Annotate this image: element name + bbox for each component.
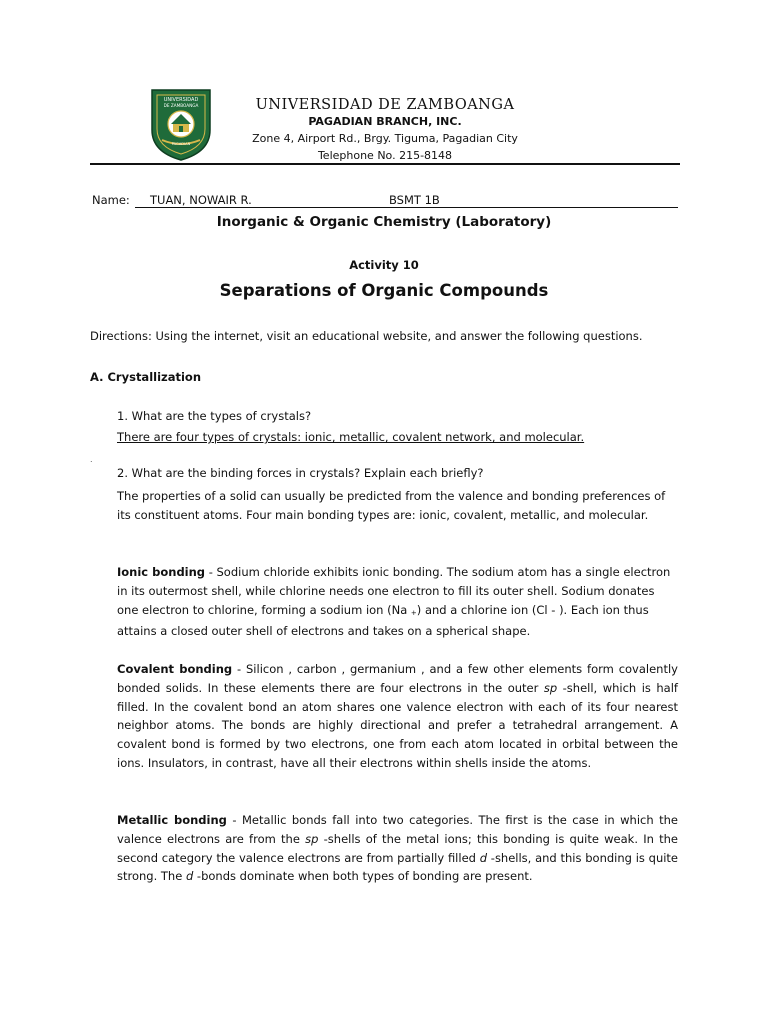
address: Zone 4, Airport Rd., Brgy. Tiguma, Pagadian City [252, 132, 518, 145]
name-label: Name: [92, 193, 130, 207]
metallic-text-3: -shells, and this bonding is quite strong. The [117, 850, 679, 884]
branch-name: PAGADIAN BRANCH, INC. [308, 115, 462, 128]
covalent-bonding-paragraph [117, 660, 678, 773]
section-heading-crystallization: A. Crystallization [90, 370, 202, 384]
student-info-line [92, 193, 678, 209]
covalent-heading: Covalent bonding [117, 662, 233, 676]
covalent-sp: sp [543, 680, 558, 695]
header-divider [90, 163, 680, 165]
course-title: Inorganic & Organic Chemistry (Laboratory) [216, 214, 552, 230]
logo-text-bottom: PAGADIAN [171, 142, 191, 146]
answer-2-intro: The properties of a solid can usually be predicted from the valence and bonding preferences of its constituent atoms. Four main bonding types are: ionic, covalent, metallic, and molecular. [117, 489, 666, 522]
metallic-d-2: d [185, 869, 194, 884]
covalent-text-1: - Silicon , carbon , germanium , and a few other elements form covalently bonded solids. In these elements there are four electrons in the outer [117, 662, 678, 695]
metallic-text-2: -shells of the metal ions; this bonding is quite weak. In the second category the valence electrons are from partially filled [117, 831, 678, 865]
ionic-text-2: ) and a chlorine ion (Cl - ). Each ion thus attains a closed outer shell of electrons and takes on a spherical shape. [117, 602, 649, 639]
question-1: 1. What are the types of crystals? [117, 409, 312, 423]
ionic-text-1: - Sodium chloride exhibits ionic bonding. The sodium atom has a single electron in its outermost shell, while chlorine needs one electron to fill its outer shell. Sodium donates one electron to chlorine, forming a sodium ion (Na [117, 565, 671, 617]
logo-text-mid: DE ZAMBOANGA [163, 103, 199, 108]
student-section: BSMT 1B [389, 193, 440, 207]
answer-1: There are four types of crystals: ionic, metallic, covalent network, and molecular. [117, 430, 585, 444]
ionic-heading: Ionic bonding [117, 565, 206, 579]
metallic-sp: sp [305, 831, 319, 846]
university-seal-logo [148, 86, 214, 162]
metallic-bonding-paragraph [117, 811, 678, 886]
stray-dot: . [90, 455, 93, 464]
activity-title: Separations of Organic Compounds [219, 281, 549, 300]
metallic-text-1: - Metallic bonds fall into two categories. The first is the case in which the valence electrons are from the [117, 813, 678, 846]
activity-number: Activity 10 [349, 258, 419, 272]
metallic-d-1: d [479, 850, 488, 865]
letterhead [225, 96, 545, 164]
covalent-text-2: -shell, which is half filled. In the covalent bond an atom shares one valence electron with each of its four nearest neighbor atoms. The bonds are highly directional and prefer a tetrahedral arrangement. A covalent bond is formed by two electrons, one from each atom located in orbital between the ions. Insulators, in contrast, have all their electrons within shells inside the atoms. [117, 680, 678, 770]
directions: Directions: Using the internet, visit an educational website, and answer the following questions. [90, 329, 643, 343]
ionic-bonding-paragraph [117, 563, 678, 641]
telephone: Telephone No. 215-8148 [317, 149, 453, 162]
student-name: TUAN, NOWAIR R. [150, 193, 252, 207]
metallic-heading: Metallic bonding [117, 813, 227, 827]
logo-text-top: UNIVERSIDAD [163, 97, 199, 103]
metallic-text-4: -bonds dominate when both types of bonding are present. [193, 869, 533, 884]
university-name: UNIVERSIDAD DE ZAMBOANGA [255, 97, 515, 113]
ionic-plus-sign: + [410, 608, 417, 617]
question-2: 2. What are the binding forces in crystals? Explain each briefly? [117, 466, 484, 480]
